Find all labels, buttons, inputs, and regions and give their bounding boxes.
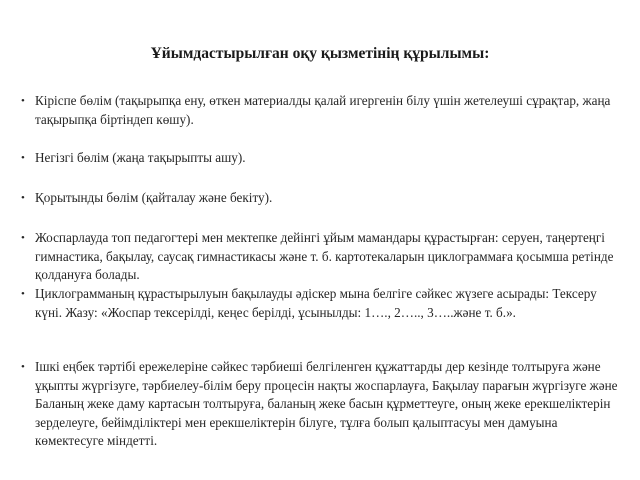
list-item: [21, 92, 625, 129]
bullet-icon: •: [21, 288, 25, 300]
bullet-icon: •: [21, 192, 25, 204]
list-item: [21, 229, 625, 285]
bullet-icon: •: [21, 232, 25, 244]
bullet-icon: •: [21, 152, 25, 164]
list-item-text: Циклограмманың құрастырылуын бақылауды әдіскер мына белгіге сәйкес жүзеге асырады: Тексеру күні. Жазу: «Жоспар тексерілді, кеңес берілді, ұсынылды: 1…., 2….., 3…..және т. б.».: [35, 286, 597, 320]
slide-title: Ұйымдастырылған оқу қызметінің құрылымы:: [150, 45, 490, 62]
list-item-text: Кіріспе бөлім (тақырыпқа ену, өткен материалды қалай игергенін білу үшін жетелеуші сұрақтар, жаңа тақырыпқа біртіндеп көшу).: [35, 93, 611, 127]
list-item-text: Ішкі еңбек тәртібі ережелеріне сәйкес тәрбиеші белгіленген құжаттарды дер кезінде толтыруға және ұқыпты жүргізуге, тәрбиелеу-білім беру процесін нақты жоспарлауға, Бақылау парағын жүргізуге және Баланың жеке даму картасын толтыруға, баланың жеке басын құрметтеуге, оның жеке ерекшеліктерін зерделеуге, бейімділіктері мен ерекшеліктерін білуге, тұлға болып қалыптасуы мен дамуына көмектесуге міндетті.: [35, 359, 618, 448]
list-item-text: Қорытынды бөлім (қайталау және бекіту).: [35, 190, 273, 205]
list-item-text: Негізгі бөлім (жаңа тақырыпты ашу).: [35, 150, 246, 165]
list-item: [21, 189, 625, 208]
list-item: [21, 285, 625, 322]
bullet-icon: •: [21, 361, 25, 373]
list-item: [21, 149, 625, 168]
bullet-icon: •: [21, 95, 25, 107]
list-item-text: Жоспарлауда топ педагогтері мен мектепке дейінгі ұйым мамандары құрастырған: серуен, таңертеңгі гимнастика, бақылау, саусақ гимнастикасы және т. б. картотекаларын циклограммаға қосымша ретінде қолдануға болады.: [35, 230, 614, 282]
list-item: [21, 358, 625, 451]
